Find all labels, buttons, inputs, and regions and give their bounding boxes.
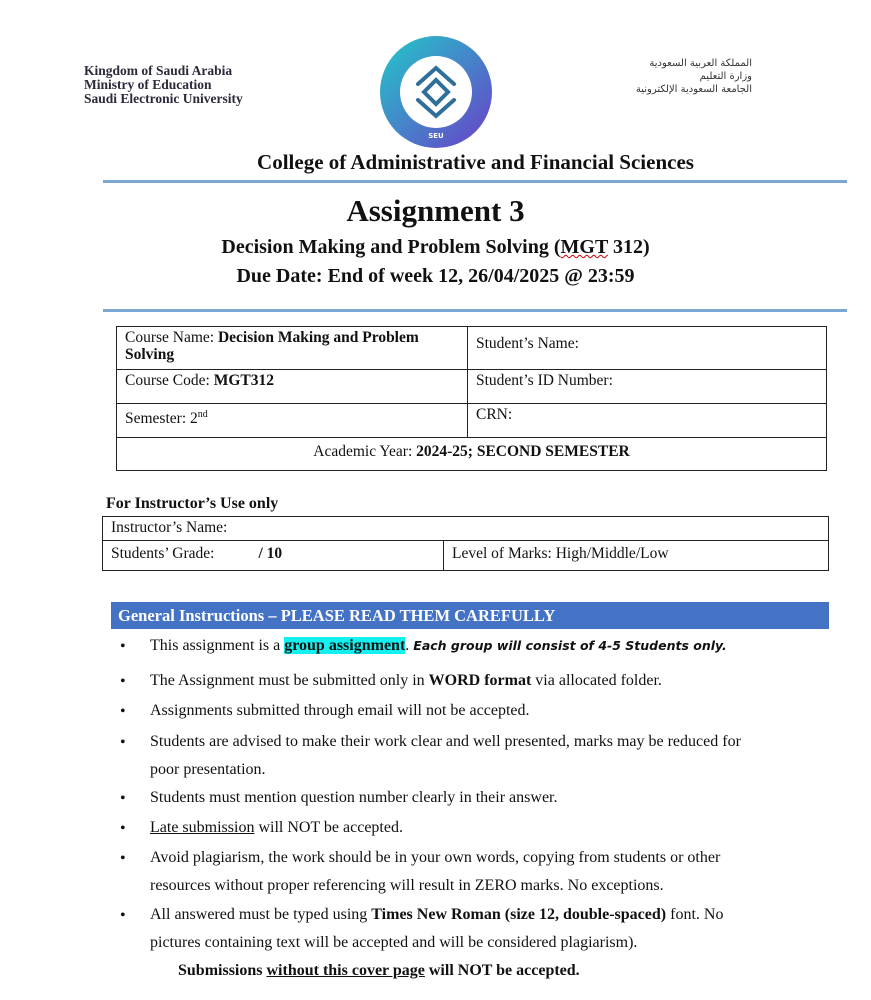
header-line: المملكة العربية السعودية: [649, 58, 752, 69]
svg-text:SEU: SEU: [428, 132, 444, 140]
instruction-item: Students are advised to make their work clear and well presented, marks may be reduced for poor presentation.: [150, 733, 741, 778]
instruction-item: This assignment is a group assignment. Each group will consist of 4-5 Students only.: [150, 637, 727, 654]
instructor-heading: For Instructor’s Use only: [106, 495, 279, 512]
bullet: •: [120, 820, 126, 837]
bullet: •: [120, 703, 126, 720]
instructor-table: [102, 516, 829, 571]
academic-year-cell: Academic Year: 2024-25; SECOND SEMESTER: [117, 438, 827, 471]
bullet: •: [120, 734, 126, 751]
course-name-cell: Course Name: Decision Making and Problem Solving: [117, 327, 468, 370]
level-cell: Level of Marks: High/Middle/Low: [444, 541, 829, 571]
instruction-item: Students must mention question number clearly in their answer.: [150, 789, 558, 806]
due-date: Due Date: End of week 12, 26/04/2025 @ 23:59: [236, 265, 635, 287]
instruction-item: All answered must be typed using Times New Roman (size 12, double-spaced) font. No pictures containing text will be accepted and will be considered plagiarism).: [150, 906, 724, 951]
page-title: Assignment 3: [346, 193, 525, 228]
bullet: •: [120, 638, 126, 655]
college-name: College of Administrative and Financial Sciences: [257, 150, 694, 174]
header-line: Ministry of Education: [84, 77, 212, 92]
header-line: Kingdom of Saudi Arabia: [84, 63, 233, 78]
instruction-item: Assignments submitted through email will not be accepted.: [150, 702, 530, 719]
divider: [103, 309, 847, 312]
subtitle-text: 312): [607, 236, 650, 258]
instruction-item: Avoid plagiarism, the work should be in your own words, copying from students or other resources without proper referencing will result in ZERO marks. No exceptions.: [150, 849, 721, 894]
grade-cell[interactable]: Students’ Grade: / 10: [103, 541, 444, 571]
instruction-item: The Assignment must be submitted only in WORD format via allocated folder.: [150, 672, 662, 689]
header-line: وزارة التعليم: [699, 71, 752, 82]
subtitle-code: MGT: [560, 236, 608, 258]
semester-cell: Semester: 2nd: [117, 404, 468, 438]
instruction-item: Late submission will NOT be accepted.: [150, 819, 403, 836]
course-code-cell: Course Code: MGT312: [117, 370, 468, 404]
bullet: •: [120, 907, 126, 924]
divider: [103, 180, 847, 183]
subtitle-text: Decision Making and Problem Solving (: [221, 236, 561, 258]
crn-cell[interactable]: CRN:: [468, 404, 827, 438]
university-logo: [378, 34, 494, 150]
course-info-table: [116, 326, 827, 471]
bullet: •: [120, 673, 126, 690]
header-line: الجامعة السعودية الإلكترونية: [635, 84, 752, 95]
course-subtitle: [0, 236, 871, 259]
student-id-cell[interactable]: Student’s ID Number:: [468, 370, 827, 404]
arabic-header: [610, 57, 752, 96]
student-name-cell[interactable]: Student’s Name:: [468, 327, 827, 370]
english-header: [84, 64, 243, 106]
instructor-name-cell[interactable]: Instructor’s Name:: [103, 517, 829, 541]
header-line: Saudi Electronic University: [84, 91, 243, 106]
bullet: •: [120, 850, 126, 867]
bullet: •: [120, 790, 126, 807]
instructions-banner: General Instructions – PLEASE READ THEM CAREFULLY: [111, 602, 829, 629]
cover-page-notice: Submissions without this cover page will NOT be accepted.: [178, 962, 580, 979]
